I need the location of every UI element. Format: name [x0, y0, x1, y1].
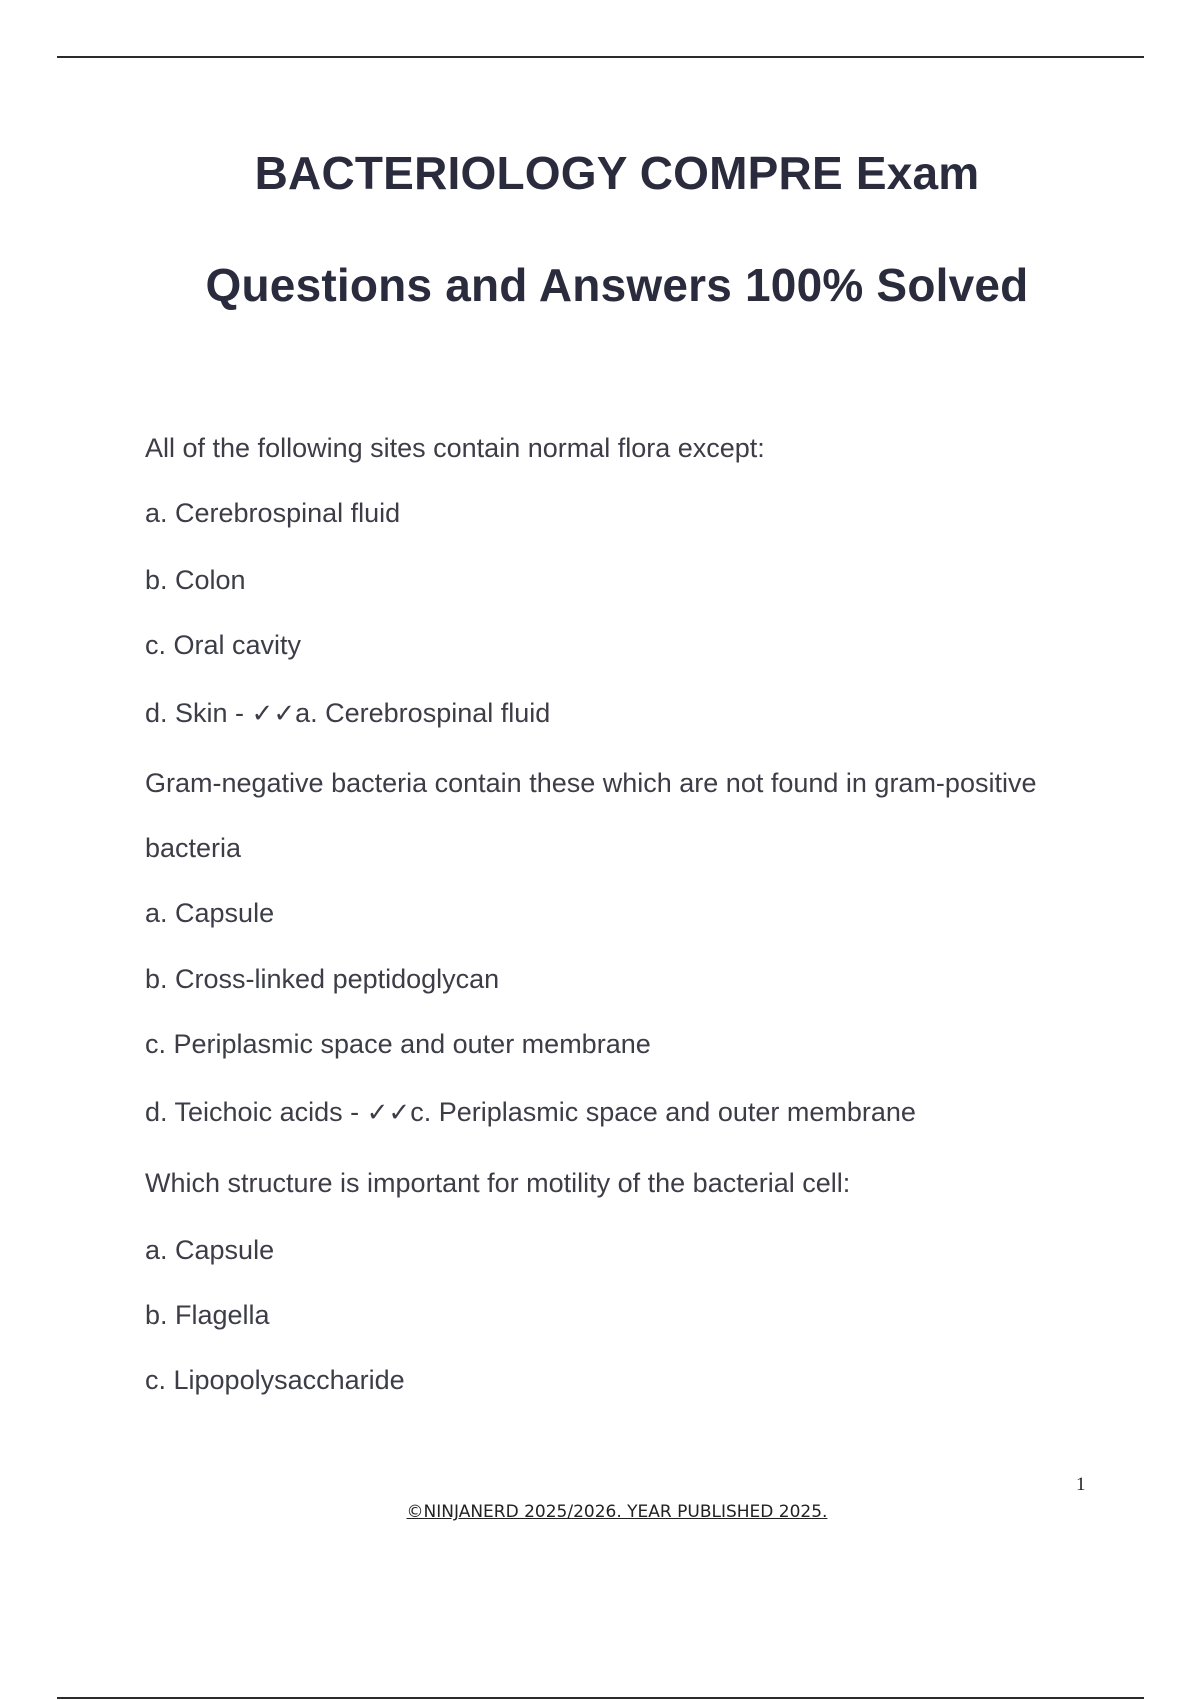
- question-2-answer: c. Periplasmic space and outer membrane: [410, 1097, 916, 1127]
- question-1-answer: a. Cerebrospinal fluid: [295, 698, 551, 728]
- question-2-option-b: b. Cross-linked peptidoglycan: [145, 964, 500, 994]
- question-1-option-b: b. Colon: [145, 565, 246, 595]
- check-marks-icon: ✓✓: [251, 699, 296, 729]
- question-2-stem-line-1: Gram-negative bacteria contain these which are not found in gram-positive: [145, 768, 1037, 798]
- document-title-line-2: Questions and Answers 100% Solved: [205, 259, 1029, 311]
- question-1-option-d: d. Skin -: [145, 698, 252, 728]
- page-number: 1: [1076, 1474, 1086, 1495]
- question-2-option-d-with-answer: [145, 1097, 916, 1128]
- question-3-option-a: a. Capsule: [145, 1235, 275, 1265]
- question-1-option-c: c. Oral cavity: [145, 630, 302, 660]
- bottom-rule: [57, 1697, 1144, 1699]
- question-1-option-a: a. Cerebrospinal fluid: [145, 498, 401, 528]
- question-2-option-d: d. Teichoic acids -: [145, 1097, 367, 1127]
- copyright-footer: ©NINJANERD 2025/2026. YEAR PUBLISHED 2025.: [406, 1502, 828, 1522]
- question-3-stem: Which structure is important for motility of the bacterial cell:: [145, 1168, 851, 1198]
- question-3-option-c: c. Lipopolysaccharide: [145, 1365, 405, 1395]
- question-2-option-a: a. Capsule: [145, 898, 275, 928]
- question-1-stem: All of the following sites contain normal flora except:: [145, 433, 765, 463]
- check-marks-icon: ✓✓: [366, 1098, 411, 1128]
- question-3-option-b: b. Flagella: [145, 1300, 270, 1330]
- question-2-option-c: c. Periplasmic space and outer membrane: [145, 1029, 651, 1059]
- document-title-line-1: BACTERIOLOGY COMPRE Exam: [254, 147, 980, 199]
- question-1-option-d-with-answer: [145, 698, 550, 729]
- question-2-stem-line-2: bacteria: [145, 833, 242, 863]
- top-rule: [57, 56, 1144, 58]
